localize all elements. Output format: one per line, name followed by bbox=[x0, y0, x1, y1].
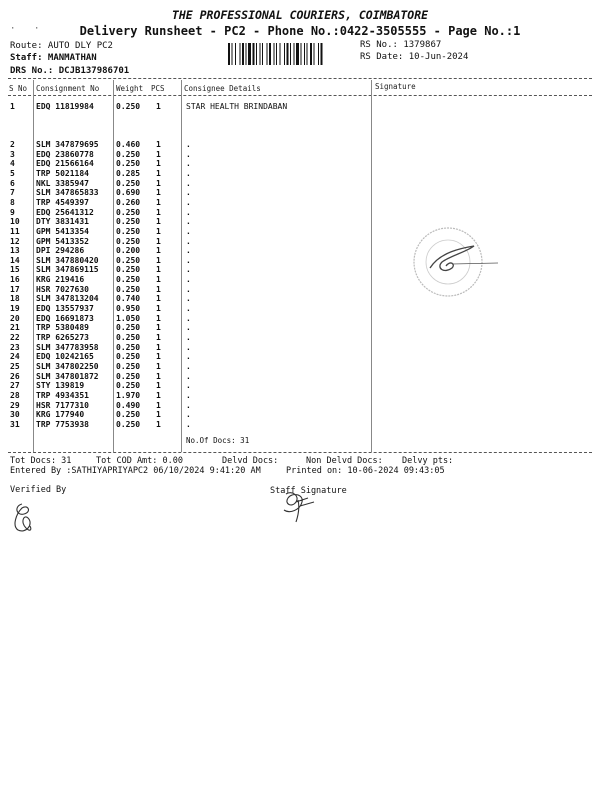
delivery-points: Delvy pts: bbox=[402, 456, 454, 466]
consignment-number: TRP 4934351 bbox=[36, 390, 89, 400]
serial-number: 1 bbox=[10, 102, 15, 111]
consignment-number: EDQ 13557937 bbox=[36, 304, 94, 314]
pieces: 1 bbox=[156, 294, 161, 304]
pieces: 1 bbox=[156, 304, 161, 314]
barcode-bar bbox=[262, 43, 263, 65]
total-docs: Tot Docs: 31 bbox=[10, 456, 72, 466]
consignment-number: KRG 219416 bbox=[36, 275, 85, 285]
serial-number: 29 bbox=[10, 400, 20, 410]
weight: 0.250 bbox=[116, 255, 141, 265]
route-label: Route: AUTO DLY PC2 bbox=[10, 41, 113, 51]
table-row bbox=[0, 410, 370, 420]
pieces: 1 bbox=[156, 419, 161, 429]
table-row bbox=[0, 391, 370, 401]
table-row bbox=[0, 372, 370, 382]
consignment-number: DPI 294286 bbox=[36, 246, 85, 256]
delivered-docs: Delvd Docs: bbox=[222, 456, 279, 466]
consignee-details: . bbox=[186, 352, 191, 362]
scan-speck: · bbox=[10, 24, 16, 34]
serial-number: 31 bbox=[10, 419, 20, 429]
pieces: 1 bbox=[156, 410, 161, 420]
consignee-details: . bbox=[186, 217, 191, 227]
consignee-details: . bbox=[186, 323, 191, 333]
weight: 0.285 bbox=[116, 168, 141, 178]
column-header-sno: S No bbox=[9, 84, 28, 93]
weight: 0.250 bbox=[116, 217, 141, 227]
weight: 0.250 bbox=[116, 381, 141, 391]
total-cod-amount: Tot COD Amt: 0.00 bbox=[96, 456, 183, 466]
drs-number: DRS No.: DCJB137986701 bbox=[10, 66, 130, 76]
table-row bbox=[0, 420, 370, 430]
pieces: 1 bbox=[156, 390, 161, 400]
barcode-bar bbox=[284, 43, 285, 65]
pieces: 1 bbox=[156, 361, 161, 371]
consignee-details: . bbox=[186, 178, 191, 188]
consignee-details: . bbox=[186, 284, 191, 294]
barcode-bar bbox=[246, 43, 247, 65]
weight: 0.200 bbox=[116, 246, 141, 256]
consignee-details: . bbox=[186, 188, 191, 198]
weight: 0.250 bbox=[116, 102, 141, 111]
consignment-number: EDQ 25641312 bbox=[36, 207, 94, 217]
serial-number: 24 bbox=[10, 352, 20, 362]
barcode-bar bbox=[269, 43, 271, 65]
consignee-details: . bbox=[186, 410, 191, 420]
weight: 0.250 bbox=[116, 275, 141, 285]
weight: 0.250 bbox=[116, 207, 141, 217]
serial-number: 22 bbox=[10, 333, 20, 342]
barcode-bar bbox=[242, 43, 244, 65]
table-row bbox=[0, 208, 370, 218]
consignee-details: . bbox=[186, 255, 191, 265]
serial-number: 25 bbox=[10, 361, 20, 371]
consignee-details: . bbox=[186, 400, 191, 410]
consignment-number: TRP 5021184 bbox=[36, 168, 89, 178]
barcode-bar bbox=[267, 43, 268, 65]
weight: 0.250 bbox=[116, 352, 141, 362]
non-delivered-docs: Non Delvd Docs: bbox=[306, 456, 383, 466]
consignee-details: . bbox=[186, 371, 191, 381]
barcode-bar bbox=[235, 43, 236, 65]
table-row bbox=[0, 256, 370, 266]
entered-by: Entered By :SATHIYAPRIYAPC2 06/10/2024 9:41:20 AM bbox=[10, 466, 261, 476]
table-row bbox=[0, 265, 370, 275]
printed-on: Printed on: 10-06-2024 09:43:05 bbox=[286, 466, 445, 476]
pieces: 1 bbox=[156, 275, 161, 285]
table-row bbox=[0, 227, 370, 237]
pieces: 1 bbox=[156, 217, 161, 227]
table-row bbox=[0, 188, 370, 198]
weight: 0.260 bbox=[116, 197, 141, 207]
consignee-details: . bbox=[186, 381, 191, 391]
weight: 0.250 bbox=[116, 333, 141, 342]
table-row bbox=[0, 275, 370, 285]
consignment-number: EDQ 21566164 bbox=[36, 159, 94, 169]
table-row bbox=[0, 362, 370, 372]
column-header-signature: Signature bbox=[375, 82, 416, 91]
weight: 0.490 bbox=[116, 400, 141, 410]
pieces: 1 bbox=[156, 400, 161, 410]
consignee-details: . bbox=[186, 246, 191, 256]
table-bottom-rule bbox=[8, 452, 592, 453]
table-row bbox=[0, 343, 370, 353]
consignment-number: TRP 5380489 bbox=[36, 323, 89, 333]
consignment-number: NKL 3385947 bbox=[36, 178, 89, 188]
table-row bbox=[0, 169, 370, 179]
table-top-rule bbox=[8, 78, 592, 79]
serial-number: 20 bbox=[10, 313, 20, 323]
consignment-number: TRP 7753938 bbox=[36, 419, 89, 429]
consignment-number: GPM 5413352 bbox=[36, 236, 89, 246]
pieces: 1 bbox=[156, 178, 161, 188]
consignment-number: EDQ 23860778 bbox=[36, 149, 94, 159]
column-divider bbox=[371, 80, 372, 452]
serial-number: 2 bbox=[10, 140, 15, 149]
column-header-pcs: PCS bbox=[151, 84, 165, 93]
consignee-details: . bbox=[186, 265, 191, 275]
barcode-bar bbox=[301, 43, 302, 65]
barcode-icon bbox=[228, 43, 353, 65]
table-row bbox=[0, 102, 370, 112]
table-row bbox=[0, 159, 370, 169]
barcode-bar bbox=[276, 43, 277, 65]
barcode-bar bbox=[296, 43, 299, 65]
serial-number: 27 bbox=[10, 381, 20, 391]
barcode-bar bbox=[287, 43, 289, 65]
barcode-bar bbox=[314, 43, 315, 65]
table-row bbox=[0, 150, 370, 160]
weight: 0.250 bbox=[116, 149, 141, 159]
consignee-details: . bbox=[186, 333, 191, 342]
barcode-bar bbox=[256, 43, 257, 65]
consignee-details: . bbox=[186, 168, 191, 178]
barcode-bar bbox=[321, 43, 323, 65]
serial-number: 13 bbox=[10, 246, 20, 256]
pieces: 1 bbox=[156, 188, 161, 198]
pieces: 1 bbox=[156, 207, 161, 217]
staff-label: Staff: MANMATHAN bbox=[10, 53, 97, 63]
serial-number: 14 bbox=[10, 255, 20, 265]
pieces: 1 bbox=[156, 168, 161, 178]
weight: 0.250 bbox=[116, 159, 141, 169]
serial-number: 11 bbox=[10, 226, 20, 236]
barcode-bar bbox=[294, 43, 295, 65]
serial-number: 5 bbox=[10, 168, 15, 178]
barcode-bar bbox=[228, 43, 230, 65]
serial-number: 30 bbox=[10, 410, 20, 420]
barcode-bar bbox=[248, 43, 251, 65]
serial-number: 6 bbox=[10, 178, 15, 188]
column-header-consignment: Consignment No bbox=[36, 84, 100, 93]
serial-number: 23 bbox=[10, 342, 20, 352]
table-row bbox=[0, 401, 370, 411]
table-row bbox=[0, 285, 370, 295]
serial-number: 8 bbox=[10, 197, 15, 207]
pieces: 1 bbox=[156, 265, 161, 275]
weight: 0.250 bbox=[116, 284, 141, 294]
barcode-bar bbox=[304, 43, 305, 65]
serial-number: 3 bbox=[10, 149, 15, 159]
pieces: 1 bbox=[156, 352, 161, 362]
barcode-bar bbox=[307, 43, 308, 65]
barcode-bar bbox=[310, 43, 312, 65]
weight: 0.690 bbox=[116, 188, 141, 198]
weight: 0.250 bbox=[116, 226, 141, 236]
pieces: 1 bbox=[156, 381, 161, 391]
weight: 0.250 bbox=[116, 371, 141, 381]
consignee-details: . bbox=[186, 197, 191, 207]
pieces: 1 bbox=[156, 255, 161, 265]
pieces: 1 bbox=[156, 197, 161, 207]
consignee-details: . bbox=[186, 207, 191, 217]
consignment-number: EDQ 16691873 bbox=[36, 313, 94, 323]
company-title: THE PROFESSIONAL COURIERS, COIMBATORE bbox=[171, 8, 429, 22]
consignment-number: SLM 347813204 bbox=[36, 294, 99, 304]
serial-number: 26 bbox=[10, 371, 20, 381]
consignment-number: STY 139819 bbox=[36, 381, 85, 391]
pieces: 1 bbox=[156, 333, 161, 342]
pieces: 1 bbox=[156, 140, 161, 149]
consignment-number: KRG 177940 bbox=[36, 410, 85, 420]
consignment-number: SLM 347783958 bbox=[36, 342, 99, 352]
table-row bbox=[0, 217, 370, 227]
serial-number: 7 bbox=[10, 188, 15, 198]
consignee-details: . bbox=[186, 361, 191, 371]
table-row bbox=[0, 179, 370, 189]
consignee-details: . bbox=[186, 226, 191, 236]
table-header-rule bbox=[8, 95, 592, 96]
weight: 0.250 bbox=[116, 178, 141, 188]
serial-number: 19 bbox=[10, 304, 20, 314]
serial-number: 28 bbox=[10, 390, 20, 400]
serial-number: 17 bbox=[10, 284, 20, 294]
pieces: 1 bbox=[156, 371, 161, 381]
table-row bbox=[0, 198, 370, 208]
consignee-details: . bbox=[186, 159, 191, 169]
weight: 0.250 bbox=[116, 419, 141, 429]
table-row bbox=[0, 381, 370, 391]
barcode-bar bbox=[318, 43, 319, 65]
no-of-docs: No.Of Docs: 31 bbox=[186, 436, 250, 445]
consignment-number: TRP 4549397 bbox=[36, 197, 89, 207]
pieces: 1 bbox=[156, 313, 161, 323]
pieces: 1 bbox=[156, 246, 161, 256]
pieces: 1 bbox=[156, 284, 161, 294]
staff-signature-icon bbox=[278, 488, 318, 526]
pieces: 1 bbox=[156, 102, 161, 111]
serial-number: 12 bbox=[10, 236, 20, 246]
consignee-details: . bbox=[186, 275, 191, 285]
consignee-details: . bbox=[186, 304, 191, 314]
table-row bbox=[0, 323, 370, 333]
staff-signature-label: Staff Signature bbox=[270, 486, 347, 496]
consignment-number: SLM 347802250 bbox=[36, 361, 99, 371]
consignment-number: DTY 3831431 bbox=[36, 217, 89, 227]
table-row bbox=[0, 294, 370, 304]
consignee-details: . bbox=[186, 236, 191, 246]
company-stamp-icon bbox=[400, 222, 500, 302]
consignment-number: GPM 5413354 bbox=[36, 226, 89, 236]
consignment-number: TRP 6265273 bbox=[36, 333, 89, 342]
consignment-number: HSR 7027630 bbox=[36, 284, 89, 294]
serial-number: 21 bbox=[10, 323, 20, 333]
scan-speck: · bbox=[34, 24, 40, 34]
serial-number: 9 bbox=[10, 207, 15, 217]
barcode-bar bbox=[290, 43, 291, 65]
rs-number: RS No.: 1379867 bbox=[360, 40, 442, 50]
consignment-number: SLM 347801872 bbox=[36, 371, 99, 381]
table-row bbox=[0, 333, 370, 343]
weight: 0.460 bbox=[116, 140, 141, 149]
pieces: 1 bbox=[156, 342, 161, 352]
table-row bbox=[0, 304, 370, 314]
consignment-number: EDQ 10242165 bbox=[36, 352, 94, 362]
consignment-number: EDQ 11819984 bbox=[36, 102, 94, 111]
runsheet-subtitle: Delivery Runsheet - PC2 - Phone No.:0422-3505555 - Page No.:1 bbox=[79, 24, 521, 38]
pieces: 1 bbox=[156, 226, 161, 236]
consignee-details: . bbox=[186, 149, 191, 159]
pieces: 1 bbox=[156, 149, 161, 159]
weight: 1.050 bbox=[116, 313, 141, 323]
table-row bbox=[0, 246, 370, 256]
weight: 0.250 bbox=[116, 410, 141, 420]
serial-number: 10 bbox=[10, 217, 20, 227]
weight: 1.970 bbox=[116, 390, 141, 400]
consignment-number: SLM 347869115 bbox=[36, 265, 99, 275]
table-row bbox=[0, 237, 370, 247]
barcode-bar bbox=[232, 43, 233, 65]
weight: 0.250 bbox=[116, 265, 141, 275]
pieces: 1 bbox=[156, 159, 161, 169]
consignment-number: SLM 347879695 bbox=[36, 140, 99, 149]
weight: 0.250 bbox=[116, 361, 141, 371]
consignment-number: SLM 347880420 bbox=[36, 255, 99, 265]
rs-date: RS Date: 10-Jun-2024 bbox=[360, 52, 469, 62]
weight: 0.740 bbox=[116, 294, 141, 304]
serial-number: 4 bbox=[10, 159, 15, 169]
consignment-number: HSR 7177310 bbox=[36, 400, 89, 410]
weight: 0.250 bbox=[116, 342, 141, 352]
table-row bbox=[0, 352, 370, 362]
pieces: 1 bbox=[156, 236, 161, 246]
barcode-bar bbox=[280, 43, 281, 65]
serial-number: 16 bbox=[10, 275, 20, 285]
weight: 0.250 bbox=[116, 323, 141, 333]
weight: 0.950 bbox=[116, 304, 141, 314]
table-row bbox=[0, 140, 370, 150]
consignee-details: . bbox=[186, 140, 191, 149]
consignee-details: . bbox=[186, 390, 191, 400]
column-header-consignee: Consignee Details bbox=[184, 84, 261, 93]
consignee-details: . bbox=[186, 342, 191, 352]
pieces: 1 bbox=[156, 323, 161, 333]
verified-by-label: Verified By bbox=[10, 485, 67, 495]
consignment-number: SLM 347865833 bbox=[36, 188, 99, 198]
consignee-details: STAR HEALTH BRINDABAN bbox=[186, 102, 288, 111]
serial-number: 15 bbox=[10, 265, 20, 275]
weight: 0.250 bbox=[116, 236, 141, 246]
barcode-bar bbox=[253, 43, 255, 65]
consignee-details: . bbox=[186, 419, 191, 429]
serial-number: 18 bbox=[10, 294, 20, 304]
consignee-details: . bbox=[186, 294, 191, 304]
barcode-bar bbox=[260, 43, 261, 65]
column-header-weight: Weight bbox=[116, 84, 144, 93]
barcode-bar bbox=[240, 43, 241, 65]
verifier-signature-icon bbox=[10, 500, 40, 534]
barcode-bar bbox=[274, 43, 275, 65]
consignee-details: . bbox=[186, 313, 191, 323]
table-row bbox=[0, 314, 370, 324]
